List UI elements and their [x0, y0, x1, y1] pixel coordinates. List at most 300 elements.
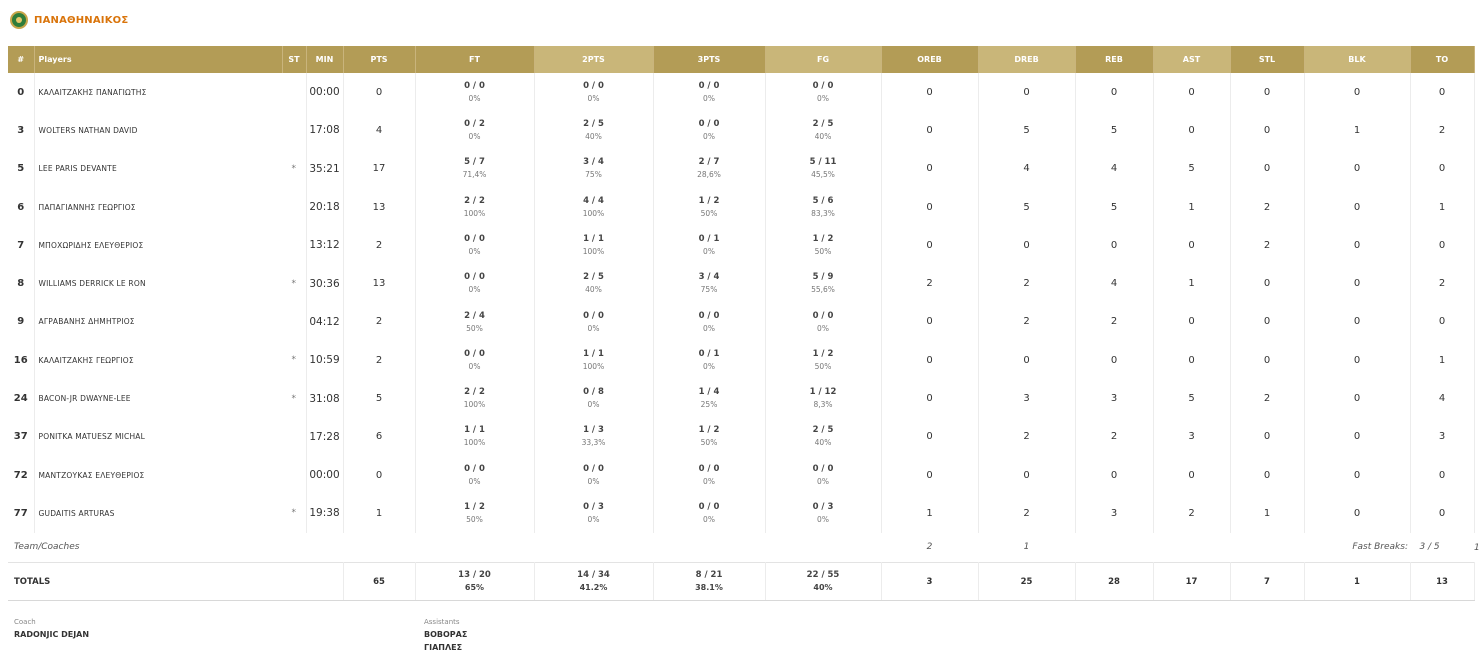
player-fg-pct: 45,5%: [811, 170, 835, 180]
player-blk: 0: [1304, 226, 1410, 264]
player-stl: 2: [1230, 188, 1304, 226]
player-fg-pct: 0%: [817, 476, 829, 486]
player-min: 17:08: [306, 111, 343, 149]
player-3pts: [653, 150, 765, 188]
player-2pts-pct: 0%: [587, 93, 600, 103]
fast-breaks-value: 3 / 5: [1419, 542, 1440, 553]
player-stl: 0: [1230, 264, 1304, 302]
player-ft-pct: 100%: [463, 400, 486, 410]
player-min: 31:08: [306, 379, 343, 417]
totals-ft: 13 / 20 65%: [415, 563, 534, 601]
player-2pts-made: 0 / 0: [583, 80, 604, 91]
player-ast: 0: [1153, 226, 1230, 264]
player-pts: 13: [343, 264, 415, 302]
player-ft-pct: 50%: [466, 515, 483, 525]
player-name[interactable]: ΚΑΛΑΙΤΖΑΚΗΣ ΠΑΝΑΓΙΩΤΗΣ: [38, 87, 147, 97]
assistants-label: Assistants: [424, 618, 460, 626]
player-3pts-made: 1 / 2: [698, 425, 720, 436]
player-reb: 3: [1075, 379, 1153, 417]
player-blk: 0: [1304, 456, 1410, 494]
player-rows: [8, 73, 1474, 533]
player-to: 0: [1410, 303, 1474, 341]
player-2pts-made: 2 / 5: [583, 272, 604, 283]
player-fg-pct: 40%: [814, 132, 832, 142]
player-3pts: [653, 456, 765, 494]
col-header-oreb[interactable]: OREB: [881, 46, 978, 73]
col-header-players[interactable]: Players: [34, 46, 282, 73]
player-fg: [765, 418, 881, 456]
player-ft-pct: 100%: [463, 438, 486, 448]
player-fg-pct: 0%: [817, 323, 829, 333]
player-3pts-made: 0 / 1: [698, 348, 720, 359]
player-ft-pct: 0%: [468, 285, 481, 295]
player-ft: [415, 418, 534, 456]
player-reb: 0: [1075, 73, 1153, 111]
player-ft: [415, 111, 534, 149]
player-2pts: [534, 379, 653, 417]
player-fg-made: 1 / 2: [812, 233, 834, 244]
player-ft-pct: 0%: [468, 93, 481, 103]
player-reb: 4: [1075, 264, 1153, 302]
player-fg: [765, 379, 881, 417]
player-fg: [765, 73, 881, 111]
player-ft-made: 0 / 0: [464, 348, 485, 359]
totals-oreb: 3: [881, 563, 978, 601]
player-number: 37: [8, 418, 34, 456]
player-3pts: [653, 341, 765, 379]
player-ft: [415, 379, 534, 417]
table-row: [8, 111, 1474, 149]
player-reb: 5: [1075, 188, 1153, 226]
player-pts: 6: [343, 418, 415, 456]
player-to: 2: [1410, 111, 1474, 149]
player-3pts-made: 1 / 2: [698, 195, 720, 206]
player-2pts: [534, 188, 653, 226]
player-dreb: 3: [978, 379, 1075, 417]
player-2pts: [534, 226, 653, 264]
coach-block: [14, 618, 89, 642]
player-stl: 0: [1230, 418, 1304, 456]
player-ft: [415, 264, 534, 302]
player-ft: [415, 73, 534, 111]
player-3pts-pct: 0%: [703, 132, 715, 142]
team-header: [10, 10, 128, 30]
table-row: [8, 264, 1474, 302]
player-3pts-made: 0 / 0: [698, 463, 720, 474]
player-starter-mark: [282, 303, 306, 341]
player-stl: 0: [1230, 341, 1304, 379]
player-to: 0: [1410, 456, 1474, 494]
player-2pts-pct: 0%: [587, 515, 600, 525]
player-ft: [415, 494, 534, 532]
player-ast: 1: [1153, 188, 1230, 226]
col-header-ft[interactable]: FT: [415, 46, 534, 73]
player-min: 00:00: [306, 456, 343, 494]
player-fg-pct: 83,3%: [811, 208, 835, 218]
player-number: 8: [8, 264, 34, 302]
player-ft-pct: 0%: [468, 246, 481, 256]
col-header-reb[interactable]: REB: [1075, 46, 1153, 73]
player-2pts-pct: 100%: [582, 361, 605, 371]
player-dreb: 5: [978, 111, 1075, 149]
player-blk: 0: [1304, 379, 1410, 417]
player-2pts-made: 2 / 5: [583, 119, 604, 130]
player-pts: 13: [343, 188, 415, 226]
player-starter-mark: *: [282, 379, 306, 417]
player-blk: 1: [1304, 111, 1410, 149]
player-oreb: 0: [881, 418, 978, 456]
player-min: 00:00: [306, 73, 343, 111]
totals-dreb: 25: [978, 563, 1075, 601]
player-ft-pct: 0%: [468, 476, 481, 486]
player-fg-pct: 50%: [814, 246, 832, 256]
player-2pts-pct: 100%: [582, 246, 605, 256]
player-ast: 5: [1153, 379, 1230, 417]
player-oreb: 0: [881, 379, 978, 417]
player-fg: [765, 456, 881, 494]
player-ft-made: 2 / 2: [464, 387, 485, 398]
player-3pts-made: 0 / 0: [698, 119, 720, 130]
player-2pts-made: 3 / 4: [583, 157, 604, 168]
player-2pts-made: 0 / 0: [583, 310, 604, 321]
player-name[interactable]: WOLTERS NATHAN DAVID: [38, 125, 138, 135]
player-3pts: [653, 111, 765, 149]
player-number: 0: [8, 73, 34, 111]
player-oreb: 0: [881, 303, 978, 341]
player-starter-mark: [282, 418, 306, 456]
player-blk: 0: [1304, 494, 1410, 532]
player-3pts-pct: 0%: [703, 246, 715, 256]
player-to: 1: [1410, 188, 1474, 226]
player-2pts: [534, 73, 653, 111]
player-2pts: [534, 264, 653, 302]
player-blk: 0: [1304, 303, 1410, 341]
player-number: 16: [8, 341, 34, 379]
player-fg-pct: 8,3%: [813, 400, 833, 410]
col-header-ast[interactable]: AST: [1153, 46, 1230, 73]
player-3pts-pct: 75%: [700, 285, 718, 295]
col-header-number[interactable]: #: [8, 46, 34, 73]
totals-fg: 22 / 55 40%: [765, 563, 881, 601]
player-3pts-pct: 0%: [703, 323, 715, 333]
player-2pts: [534, 418, 653, 456]
table-row: [8, 150, 1474, 188]
player-blk: 0: [1304, 150, 1410, 188]
player-reb: 2: [1075, 418, 1153, 456]
player-min: 30:36: [306, 264, 343, 302]
coach-name: RADONJIC DEJAN: [14, 630, 90, 639]
player-3pts-pct: 50%: [700, 438, 718, 448]
player-oreb: 0: [881, 150, 978, 188]
player-fg-made: 1 / 12: [809, 387, 837, 398]
player-min: 19:38: [306, 494, 343, 532]
player-name[interactable]: ΠΑΠΑΓΙΑΝΝΗΣ ΓΕΩΡΓΙΟΣ: [38, 202, 136, 212]
player-dreb: 0: [978, 226, 1075, 264]
player-oreb: 0: [881, 226, 978, 264]
team-oreb: 2: [926, 542, 933, 553]
player-starter-mark: [282, 226, 306, 264]
player-2pts: [534, 111, 653, 149]
totals-3pts: 8 / 21 38.1%: [653, 563, 765, 601]
player-number: 24: [8, 379, 34, 417]
totals-pts: 65: [343, 563, 415, 601]
col-header-stl[interactable]: STL: [1230, 46, 1304, 73]
player-min: 10:59: [306, 341, 343, 379]
totals-2pts: 14 / 34 41.2%: [534, 563, 653, 601]
player-ast: 0: [1153, 111, 1230, 149]
team-crest-icon: [10, 11, 28, 29]
player-dreb: 2: [978, 303, 1075, 341]
player-name[interactable]: PONITKA MATUESZ MICHAL: [38, 432, 146, 442]
col-header-st[interactable]: ST: [282, 46, 306, 73]
player-ft-made: 0 / 0: [464, 80, 485, 91]
player-reb: 3: [1075, 494, 1153, 532]
table-header-row: [8, 46, 1474, 73]
player-ft: [415, 303, 534, 341]
player-fg-pct: 50%: [814, 361, 832, 371]
player-ft-made: 2 / 2: [464, 195, 485, 206]
player-ft-made: 0 / 2: [464, 119, 485, 130]
table-row: [8, 226, 1474, 264]
player-2pts-made: 1 / 1: [583, 348, 604, 359]
player-fg-made: 5 / 6: [812, 195, 834, 206]
player-fg: [765, 188, 881, 226]
table-row: [8, 456, 1474, 494]
table-row: [8, 303, 1474, 341]
player-starter-mark: [282, 188, 306, 226]
assistant-name: ΒΟΒΟΡΑΣ: [424, 630, 468, 639]
player-dreb: 2: [978, 264, 1075, 302]
player-starter-mark: *: [282, 341, 306, 379]
player-3pts: [653, 188, 765, 226]
player-starter-mark: *: [282, 150, 306, 188]
player-stl: 0: [1230, 456, 1304, 494]
player-3pts-pct: 50%: [700, 208, 718, 218]
player-3pts-made: 1 / 4: [698, 387, 720, 398]
table-row: [8, 494, 1474, 532]
player-number: 9: [8, 303, 34, 341]
player-fg-made: 0 / 0: [812, 80, 834, 91]
player-min: 17:28: [306, 418, 343, 456]
player-blk: 0: [1304, 188, 1410, 226]
player-dreb: 2: [978, 494, 1075, 532]
player-to: 4: [1410, 379, 1474, 417]
player-fg-pct: 0%: [817, 93, 829, 103]
player-dreb: 2: [978, 418, 1075, 456]
player-ft: [415, 188, 534, 226]
player-name[interactable]: BACON-JR DWAYNE-LEE: [38, 394, 131, 404]
assistant-name: ΓΙΑΠΛΕΣ: [424, 642, 463, 652]
assistants-list: [424, 629, 467, 655]
team-coaches-label: Team/Coaches: [14, 542, 80, 553]
player-fg-made: 5 / 9: [812, 272, 834, 283]
player-3pts-made: 0 / 0: [698, 502, 720, 513]
player-name[interactable]: ΑΓΡΑΒΑΝΗΣ ΔΗΜΗΤΡΙΟΣ: [38, 317, 135, 327]
player-ast: 3: [1153, 418, 1230, 456]
player-3pts-pct: 0%: [703, 93, 715, 103]
player-name[interactable]: ΚΑΛΑΙΤΖΑΚΗΣ ΓΕΩΡΓΙΟΣ: [38, 355, 134, 365]
player-fg-made: 0 / 0: [812, 310, 834, 321]
player-2pts-pct: 0%: [587, 323, 600, 333]
player-oreb: 1: [881, 494, 978, 532]
player-to: 1: [1410, 341, 1474, 379]
player-starter-mark: [282, 111, 306, 149]
player-2pts: [534, 303, 653, 341]
player-stl: 2: [1230, 379, 1304, 417]
col-header-min[interactable]: MIN: [306, 46, 343, 73]
player-to: 0: [1410, 150, 1474, 188]
player-fg: [765, 111, 881, 149]
player-ast: 5: [1153, 150, 1230, 188]
col-header-to[interactable]: TO: [1410, 46, 1474, 73]
player-ft: [415, 341, 534, 379]
player-to: 2: [1410, 264, 1474, 302]
player-ft-made: 0 / 0: [464, 233, 485, 244]
player-ast: 0: [1153, 303, 1230, 341]
player-ft-pct: 50%: [466, 323, 483, 333]
player-stl: 0: [1230, 111, 1304, 149]
player-ast: 1: [1153, 264, 1230, 302]
totals-ast: 17: [1153, 563, 1230, 601]
player-3pts-pct: 0%: [703, 515, 715, 525]
player-ft-pct: 0%: [468, 132, 481, 142]
fast-breaks-label: Fast Breaks:: [1352, 542, 1408, 553]
player-fg: [765, 150, 881, 188]
player-3pts: [653, 494, 765, 532]
player-oreb: 0: [881, 456, 978, 494]
totals-label: TOTALS: [8, 563, 343, 601]
table-row: [8, 188, 1474, 226]
player-3pts-pct: 28,6%: [697, 170, 721, 180]
player-to: 0: [1410, 73, 1474, 111]
player-number: 72: [8, 456, 34, 494]
player-ast: 0: [1153, 341, 1230, 379]
player-fg-pct: 55,6%: [811, 285, 835, 295]
player-name[interactable]: WILLIAMS DERRICK LE RON: [38, 279, 146, 289]
player-pts: 17: [343, 150, 415, 188]
player-dreb: 5: [978, 188, 1075, 226]
col-header-fg[interactable]: FG: [765, 46, 881, 73]
player-2pts-pct: 0%: [587, 400, 600, 410]
col-header-dreb[interactable]: DREB: [978, 46, 1075, 73]
player-starter-mark: *: [282, 264, 306, 302]
player-reb: 5: [1075, 111, 1153, 149]
player-3pts-made: 0 / 0: [698, 80, 720, 91]
player-2pts: [534, 494, 653, 532]
player-2pts-pct: 40%: [585, 132, 602, 142]
player-ft-made: 1 / 2: [464, 502, 485, 513]
player-ft: [415, 456, 534, 494]
player-ft-pct: 71,4%: [462, 170, 487, 180]
player-fg-made: 0 / 0: [812, 463, 834, 474]
col-header-3pts[interactable]: 3PTS: [653, 46, 765, 73]
player-fg: [765, 226, 881, 264]
player-pts: 0: [343, 73, 415, 111]
coach-label: Coach: [14, 618, 36, 626]
player-2pts-made: 4 / 4: [583, 195, 604, 206]
player-name[interactable]: ΜΠΟΧΩΡΙΔΗΣ ΕΛΕΥΘΕΡΙΟΣ: [38, 240, 144, 250]
player-name[interactable]: GUDAITIS ARTURAS: [38, 508, 115, 518]
player-blk: 0: [1304, 264, 1410, 302]
player-number: 5: [8, 150, 34, 188]
box-score-table: [8, 46, 1480, 601]
team-name[interactable]: ΠΑΝΑΘΗΝΑΙΚΟΣ: [34, 14, 129, 26]
col-header-pts[interactable]: PTS: [343, 46, 415, 73]
player-2pts-pct: 40%: [585, 285, 602, 295]
player-pts: 4: [343, 111, 415, 149]
player-fg: [765, 494, 881, 532]
player-3pts-pct: 25%: [700, 400, 718, 410]
player-ft-made: 0 / 0: [464, 272, 485, 283]
player-dreb: 4: [978, 150, 1075, 188]
player-reb: 2: [1075, 303, 1153, 341]
player-3pts: [653, 264, 765, 302]
player-ft-made: 2 / 4: [464, 310, 485, 321]
player-starter-mark: [282, 456, 306, 494]
player-number: 77: [8, 494, 34, 532]
player-oreb: 0: [881, 188, 978, 226]
player-reb: 0: [1075, 226, 1153, 264]
player-fg: [765, 264, 881, 302]
player-to: 3: [1410, 418, 1474, 456]
player-fg-made: 2 / 5: [812, 425, 834, 436]
player-fg-made: 1 / 2: [812, 348, 834, 359]
player-2pts-made: 0 / 0: [583, 463, 604, 474]
player-ft: [415, 226, 534, 264]
player-stl: 0: [1230, 303, 1304, 341]
player-2pts: [534, 150, 653, 188]
player-fg: [765, 341, 881, 379]
player-to: 0: [1410, 226, 1474, 264]
player-pts: 2: [343, 303, 415, 341]
player-pts: 2: [343, 226, 415, 264]
player-2pts-made: 1 / 3: [583, 425, 604, 436]
player-min: 35:21: [306, 150, 343, 188]
player-ast: 2: [1153, 494, 1230, 532]
player-starter-mark: *: [282, 494, 306, 532]
player-3pts: [653, 226, 765, 264]
fast-breaks: [1304, 533, 1474, 563]
col-header-2pts[interactable]: 2PTS: [534, 46, 653, 73]
player-stl: 2: [1230, 226, 1304, 264]
player-3pts-made: 0 / 0: [698, 310, 720, 321]
player-oreb: 0: [881, 111, 978, 149]
player-dreb: 0: [978, 73, 1075, 111]
col-header-blk[interactable]: BLK: [1304, 46, 1410, 73]
table-row: [8, 73, 1474, 111]
player-oreb: 0: [881, 73, 978, 111]
player-reb: 0: [1075, 456, 1153, 494]
player-2pts-made: 0 / 3: [583, 502, 604, 513]
player-name[interactable]: ΜΑΝΤΖΟΥΚΑΣ ΕΛΕΥΘΕΡΙΟΣ: [38, 470, 145, 480]
player-2pts-pct: 0%: [587, 476, 600, 486]
player-number: 7: [8, 226, 34, 264]
player-fg-pct: 0%: [817, 515, 829, 525]
player-3pts: [653, 73, 765, 111]
player-2pts-pct: 100%: [582, 208, 605, 218]
player-2pts-pct: 75%: [585, 170, 602, 180]
player-3pts: [653, 303, 765, 341]
table-row: [8, 341, 1474, 379]
player-fg: [765, 303, 881, 341]
player-ft-made: 5 / 7: [464, 157, 485, 168]
table-row: [8, 379, 1474, 417]
player-to: 0: [1410, 494, 1474, 532]
player-blk: 0: [1304, 418, 1410, 456]
player-reb: 0: [1075, 341, 1153, 379]
player-name[interactable]: LEE PARIS DEVANTE: [38, 164, 117, 174]
player-fg-made: 2 / 5: [812, 119, 834, 130]
